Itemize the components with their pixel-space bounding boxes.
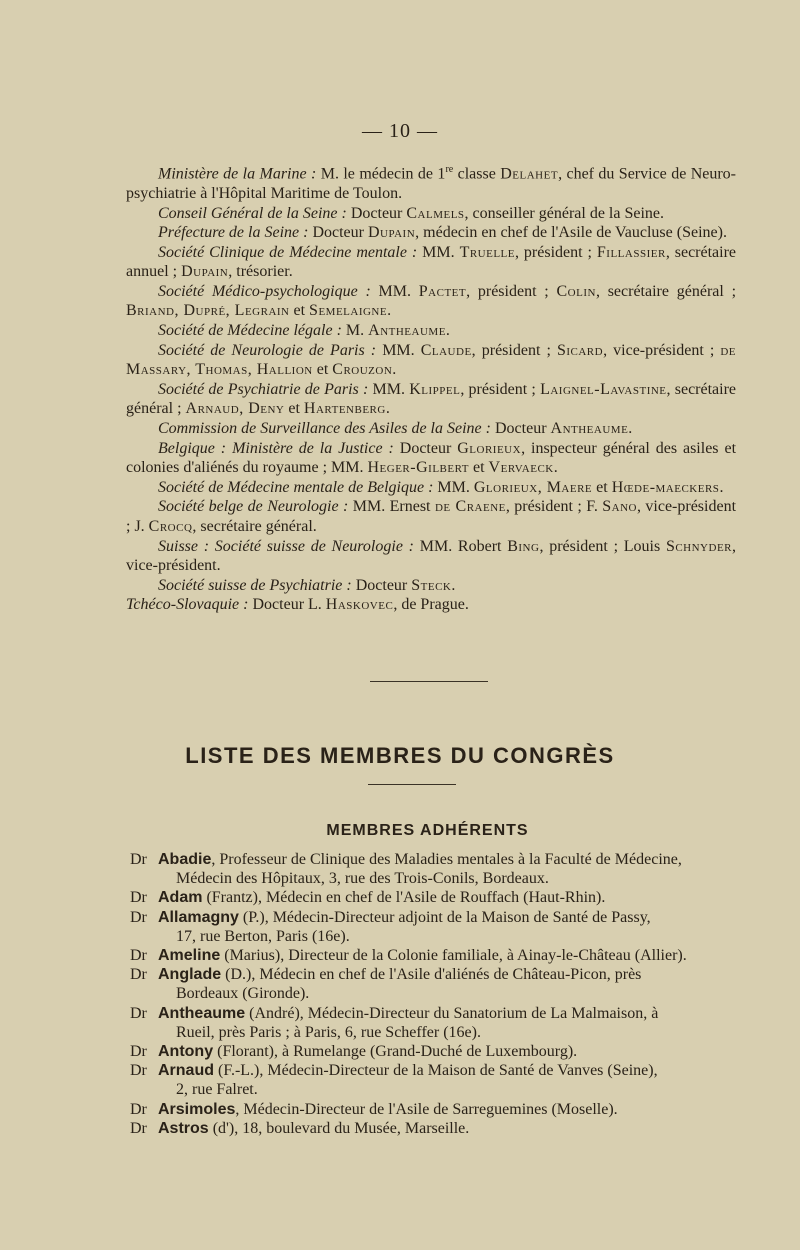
org-text: et (312, 361, 333, 379)
org-name: Société belge de Neurologie : (158, 498, 349, 516)
org-text: , président ; (515, 243, 597, 261)
person-name: Dupain (367, 224, 416, 242)
member-entry (130, 1004, 735, 1042)
member-name: Arnaud (158, 1062, 214, 1080)
person-name: Delahet (500, 165, 559, 183)
org-text: . (387, 302, 392, 320)
person-name: Colin (556, 282, 596, 300)
member-name: Ameline (158, 947, 221, 965)
person-name: Crouzon (332, 361, 393, 379)
person-name: Briand, Dupré, Legrain (126, 302, 290, 320)
member-title: Dr (130, 889, 147, 907)
org-sup: re (445, 164, 454, 175)
member-entry (130, 1061, 735, 1099)
org-text: Docteur (308, 224, 368, 242)
org-entry (126, 341, 736, 380)
org-text: . (392, 361, 397, 379)
org-text: . (628, 420, 633, 438)
org-text: . (445, 322, 450, 340)
person-name: Truelle (459, 243, 515, 261)
member-desc: (Frantz), Médecin en chef de l'Asile de Rouffach (Haut-Rhin). (202, 889, 606, 907)
member-entry (130, 888, 735, 907)
person-name: Dupain (181, 263, 229, 281)
org-text: , vice-président ; (603, 341, 721, 359)
org-text: classe (453, 165, 501, 183)
person-name: Heger-Gilbert (367, 459, 469, 477)
member-entry (130, 1119, 735, 1138)
org-text: , vice-président. (126, 537, 737, 575)
member-entry (130, 908, 735, 946)
org-text: , secrétaire général ; (126, 380, 737, 418)
org-text: et (284, 400, 304, 418)
org-text: , trésorier. (228, 263, 293, 281)
org-text: MM. (370, 282, 419, 300)
person-name: Glorieux, Maere (473, 478, 593, 496)
member-name: Antony (158, 1043, 214, 1061)
org-text: , chef du Service de Neuro-psychiatrie à l'Hôpital Maritime de Toulon. (126, 165, 737, 202)
org-entry (126, 204, 736, 224)
person-name: Glorieux (457, 439, 522, 457)
org-name: Conseil Général de la Seine : (158, 204, 347, 222)
member-entry (130, 1042, 735, 1061)
org-entry (126, 576, 736, 596)
person-name: Hœde-maeckers (611, 478, 720, 496)
member-desc: (Marius), Directeur de la Colonie familiale, à Ainay-le-Château (Allier). (220, 947, 687, 965)
person-name: de Craene (434, 498, 506, 516)
org-name: Tchéco-Slovaquie : (126, 596, 249, 614)
org-name: Société Clinique de Médecine mentale : (158, 243, 418, 261)
org-entry (126, 497, 736, 536)
org-entry (126, 419, 736, 439)
member-title: Dr (130, 1119, 147, 1137)
org-text: MM. (376, 341, 421, 359)
org-text: , conseiller général de la Seine. (464, 204, 665, 222)
member-name: Antheaume (158, 1004, 246, 1022)
sub-heading: MEMBRES ADHÉRENTS (326, 822, 529, 839)
org-text: M. (341, 322, 369, 340)
org-entry (126, 595, 736, 615)
person-name: Claude (420, 341, 472, 359)
member-desc: (F.-L.), Médecin-Directeur de la Maison de Santé de Vanves (Seine), (214, 1062, 658, 1080)
org-name: Ministère de la Marine : (158, 165, 317, 183)
org-name: Société de Médecine mentale de Belgique : (158, 478, 434, 496)
member-title: Dr (130, 1004, 147, 1022)
org-entry (126, 160, 736, 204)
org-text: MM. (417, 243, 460, 261)
org-text: Docteur L. (248, 596, 326, 614)
member-name: Allamagny (158, 908, 239, 926)
org-text: . (385, 400, 390, 418)
person-name: Haskovec (325, 596, 394, 614)
org-text: . (451, 576, 456, 594)
member-desc: (Florant), à Rumelange (Grand-Duché de Luxembourg). (213, 1043, 578, 1061)
org-entry (126, 243, 736, 282)
org-text: , secrétaire général ; (595, 282, 737, 300)
org-name: Société de Médecine légale : (158, 322, 342, 340)
person-name: Sano (602, 498, 637, 516)
org-text: MM. (368, 380, 410, 398)
member-desc: (P.), Médecin-Directeur adjoint de la Maison de Santé de Passy, (238, 908, 651, 926)
org-entry (126, 380, 736, 419)
page-number: — 10 — (362, 120, 438, 142)
org-name: Préfecture de la Seine : (158, 224, 309, 242)
member-title: Dr (130, 1062, 147, 1080)
org-name: Société de Neurologie de Paris : (158, 341, 377, 359)
member-desc-cont: Rueil, près Paris ; à Paris, 6, rue Scheffer (16e). (176, 1023, 481, 1041)
person-name: Sicard (556, 341, 604, 359)
member-name: Astros (158, 1119, 209, 1137)
person-name: Laignel-Lavastine (540, 380, 667, 398)
member-desc: (André), Médecin-Directeur du Sanatorium de La Malmaison, à (245, 1004, 659, 1022)
person-name: Calmels (406, 204, 465, 222)
member-name: Arsimoles (158, 1100, 236, 1118)
org-name: Société Médico-psychologique : (158, 282, 371, 300)
org-entry (126, 439, 736, 478)
member-desc-cont: Médecin des Hôpitaux, 3, rue des Trois-Conils, Bordeaux. (176, 870, 549, 888)
org-name: Société suisse de Psychiatrie : (158, 576, 352, 594)
heading-divider (368, 784, 456, 785)
org-name: Suisse : Société suisse de Neurologie : (158, 537, 414, 555)
person-name: Pactet (418, 282, 467, 300)
org-text: , président ; (471, 341, 557, 359)
member-desc-cont: 2, rue Falret. (176, 1081, 258, 1099)
member-desc: (D.), Médecin en chef de l'Asile d'aliénés de Château-Picon, près (221, 966, 642, 984)
member-desc-cont: 17, rue Berton, Paris (16e). (176, 927, 350, 945)
member-entry (130, 1100, 735, 1119)
member-entry (130, 965, 735, 1003)
org-text: MM. (433, 478, 474, 496)
person-name: Bing (507, 537, 540, 555)
org-text: , président ; Louis (539, 537, 666, 555)
person-name: Crocq (148, 518, 193, 536)
member-desc-cont: Bordeaux (Gironde). (176, 985, 310, 1003)
member-entry (130, 946, 735, 965)
org-text: M. le médecin de 1 (316, 165, 446, 183)
org-text: . (719, 478, 724, 496)
org-name: Commission de Surveillance des Asiles de la Seine : (158, 420, 491, 438)
org-text: et (469, 459, 489, 477)
person-name: Schnyder (665, 537, 733, 555)
org-entry (126, 321, 736, 341)
person-name: Antheaume (368, 322, 446, 340)
org-text: , président ; F. (505, 498, 603, 516)
member-name: Abadie (158, 851, 212, 868)
org-text: et (289, 302, 310, 320)
org-entry (126, 478, 736, 498)
member-name: Anglade (158, 966, 222, 984)
org-text: Docteur (490, 420, 551, 438)
member-title: Dr (130, 966, 147, 984)
org-text: , de Prague. (393, 596, 469, 614)
member-title: Dr (130, 1100, 147, 1118)
org-entry (126, 223, 736, 243)
org-text: , président ; (466, 282, 557, 300)
org-text: , président ; (460, 380, 541, 398)
member-name: Adam (158, 889, 203, 907)
org-text: . (553, 459, 558, 477)
section-divider (370, 681, 488, 682)
person-name: Semelaigne (309, 302, 388, 320)
org-text: MM. Robert (414, 537, 508, 555)
org-text: Docteur (346, 204, 407, 222)
org-text: Docteur (351, 576, 412, 594)
main-heading: LISTE DES MEMBRES DU CONGRÈS (185, 743, 615, 768)
members-list (130, 850, 735, 1138)
person-name: Vervaeck (488, 459, 554, 477)
organizations-section (126, 160, 736, 615)
org-text: et (592, 478, 612, 496)
org-text: MM. Ernest (348, 498, 435, 516)
person-name: Steck (411, 576, 452, 594)
person-name: Arnaud, Deny (185, 400, 285, 418)
member-title: Dr (130, 851, 147, 868)
person-name: Hartenberg (303, 400, 386, 418)
person-name: Antheaume (550, 420, 629, 438)
org-text: , médecin en chef de l'Asile de Vaucluse (Seine). (415, 224, 727, 242)
person-name: Klippel (409, 380, 461, 398)
org-name: Société de Psychiatrie de Paris : (158, 380, 369, 398)
person-name: de Massary, Thomas, Hallion (126, 341, 737, 379)
member-desc: (d'), 18, boulevard du Musée, Marseille. (208, 1119, 470, 1137)
org-text: , inspecteur général des asiles et colonies d'aliénés du royaume ; MM. (126, 439, 737, 477)
org-entry (126, 282, 736, 321)
person-name: Fillassier (596, 243, 666, 261)
member-title: Dr (130, 908, 147, 926)
member-title: Dr (130, 1043, 147, 1061)
member-desc: , Médecin-Directeur de l'Asile de Sarreguemines (Moselle). (235, 1100, 618, 1118)
org-text: Docteur (393, 439, 458, 457)
org-text: , secrétaire annuel ; (126, 243, 737, 281)
org-text: , secrétaire général. (192, 518, 317, 536)
org-text: , vice-président ; J. (126, 498, 737, 536)
member-title: Dr (130, 947, 147, 965)
member-entry (130, 850, 735, 888)
org-name: Belgique : Ministère de la Justice : (158, 439, 394, 457)
member-desc: , Professeur de Clinique des Maladies mentales à la Faculté de Médecine, (211, 851, 682, 868)
org-entry (126, 537, 736, 576)
